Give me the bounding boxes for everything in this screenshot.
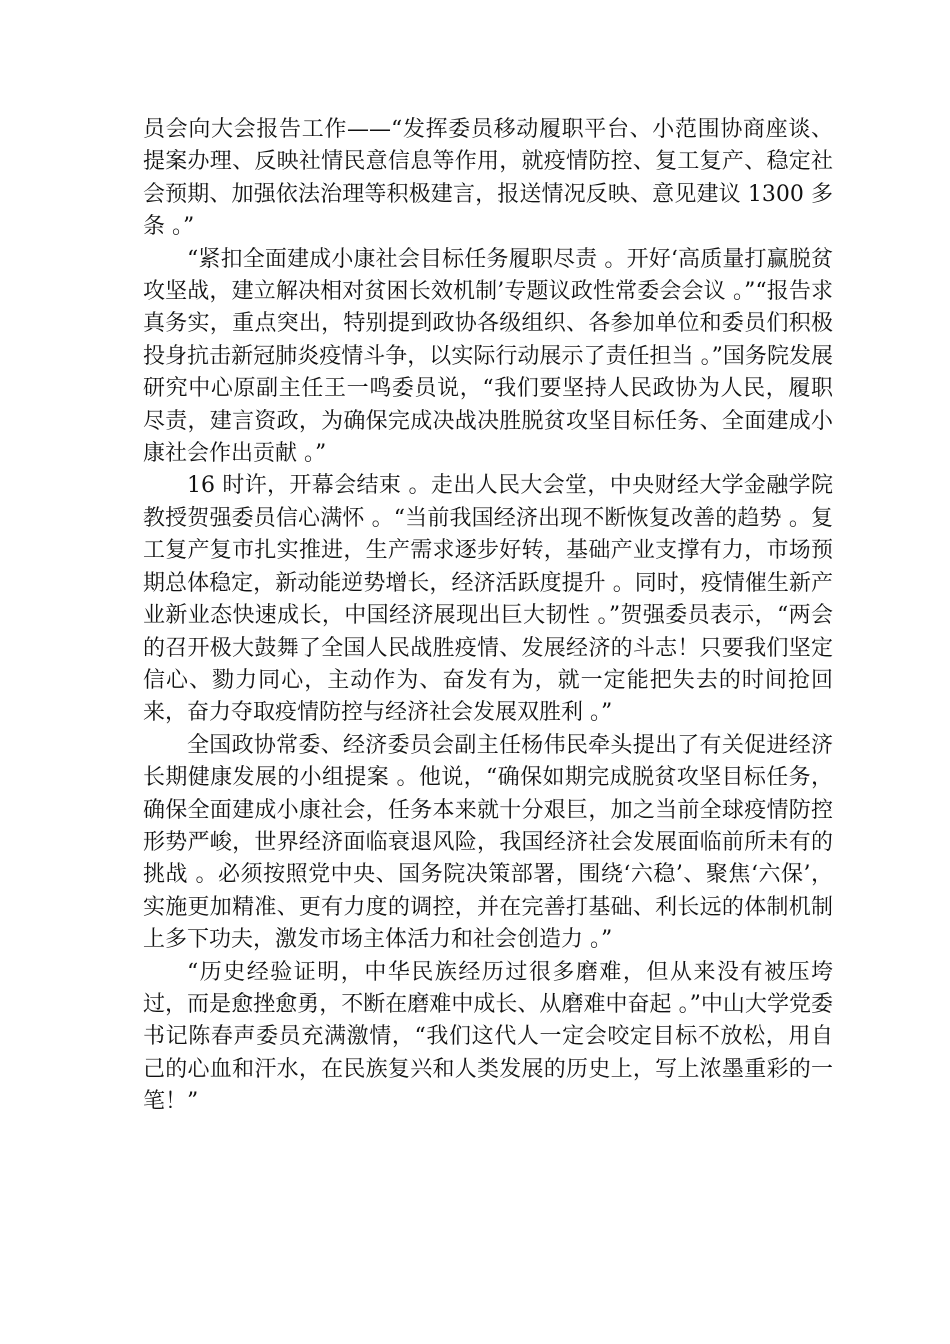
article-body: [143, 114, 833, 1119]
paragraph-5: “历史经验证明，中华民族经历过很多磨难，但从来没有被压垮过，而是愈挫愈勇，不断在磨难中成长、从磨难中奋起 。”中山大学党委书记陈春声委员充满激情，“我们这代人一定会咬定目标不放松，用自己的心血和汗水，在民族复兴和人类发展的历史上，写上浓墨重彩的一笔！”: [143, 959, 833, 1115]
paragraph-3: 16 时许，开幕会结束 。走出人民大会堂，中央财经大学金融学院教授贺强委员信心满怀 。“当前我国经济出现不断恢复改善的趋势 。复工复产复市扎实推进，生产需求逐步好转，基础产业支撑有力，市场预期总体稳定，新动能逆势增长，经济活跃度提升 。同时，疫情催生新产业新业态快速成长，中国经济展现出巨大韧性 。”贺强委员表示，“两会的召开极大鼓舞了全国人民战胜疫情、发展经济的斗志！只要我们坚定信心、勠力同心，主动作为、奋发有为，就一定能把失去的时间抢回来，奋力夺取疫情防控与经济社会发展双胜利 。”: [143, 473, 833, 726]
paragraph-2: “紧扣全面建成小康社会目标任务履职尽责 。开好‘高质量打赢脱贫攻坚战，建立解决相对贫困长效机制’专题议政性常委会会议 。”“报告求真务实，重点突出，特别提到政协各级组织、各参加单位和委员们积极投身抗击新冠肺炎疫情斗争，以实际行动展示了责任担当 。”国务院发展研究中心原副主任王一鸣委员说，“我们要坚持人民政协为人民，履职尽责，建言资政，为确保完成决战决胜脱贫攻坚目标任务、全面建成小康社会作出贡献 。”: [143, 246, 833, 467]
paragraph-4: 全国政协常委、经济委员会副主任杨伟民牵头提出了有关促进经济长期健康发展的小组提案 。他说，“确保如期完成脱贫攻坚目标任务，确保全面建成小康社会，任务本来就十分艰巨，加之当前全球疫情防控形势严峻，世界经济面临衰退风险，我国经济社会发展面临前所未有的挑战 。必须按照党中央、国务院决策部署，围绕‘六稳’、聚焦‘六保’，实施更加精准、更有力度的调控，并在完善打基础、利长远的体制机制上多下功夫，激发市场主体活力和社会创造力 。”: [143, 732, 833, 953]
paragraph-continuation: 员会向大会报告工作——“发挥委员移动履职平台、小范围协商座谈、提案办理、反映社情民意信息等作用，就疫情防控、复工复产、稳定社会预期、加强依法治理等积极建言，报送情况反映、意见建议 1300 多条 。”: [143, 117, 833, 240]
